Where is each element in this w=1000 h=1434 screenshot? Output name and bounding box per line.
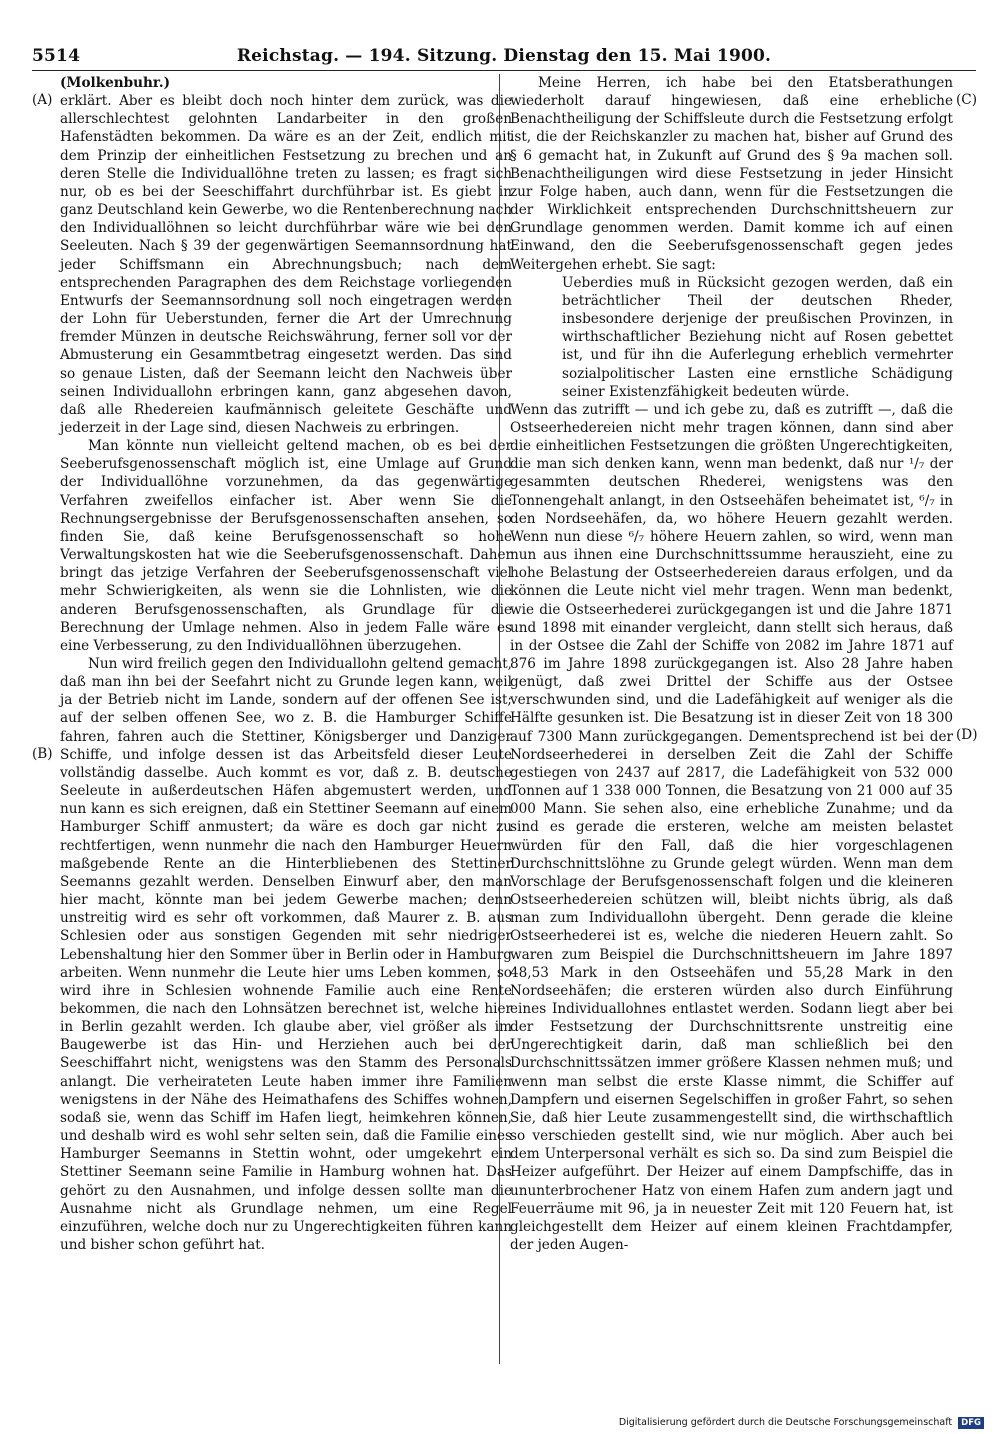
paragraph: Wenn das zutrifft — und ich gebe zu, daß es zutrifft —, daß die Ostseerhedereien nicht mehr tragen können, dann sind aber die einheitlichen Festsetzungen die größten Ungerechtigkeiten, die man sich denken kann, wenn man bedenkt, daß nur ¹/₇ der gesammten deutschen Rhederei, wenigstens was den Tonnengehalt anlangt, in den Ostseehäfen beheimatet ist, ⁶/₇ in den Nordseehäfen, da, wo höhere Heuern gezahlt werden. Wenn nun diese ⁶/₇ höhere Heuern zahlen, so wird, wenn man nun aus ihnen eine Durchschnittssumme herauszieht, eine zu hohe Belastung der Ostseerhedereien daraus erfolgen, und da können die Leute nicht viel mehr tragen. Wenn man bedenkt, wie die Ostseerhederei zurückgegangen ist und die Jahre 1871 und 1898 mit einander vergleicht, dann stellt sich heraus, daß in der Ostsee die Zahl der Schiffe von 2082 im Jahre 1871 auf 876 im Jahre 1898 zurückgegangen ist. Also 28 Jahre haben genügt, daß zwei Drittel der Schiffe aus der Ostsee verschwunden sind, und die Ladefähigkeit auf weniger als die Hälfte gesunken ist. Die Besatzung ist in dieser Zeit von 18 300 auf 7300 Mann zurückgegangen. Dementsprechend ist bei der Nordseerhederei in derselben Zeit die Zahl der Schiffe gestiegen von 2437 auf 2817, die Ladefähigkeit von 532 000 Tonnen auf 1 338 000 Tonnen, die Besatzung von 21 000 auf 35 000 Mann. Sie sehen also, eine erhebliche Zunahme; und da sind es gerade die ersteren, welche am meisten belastet würden für den Fall, daß die hier vorgeschlagenen Durchschnittslöhne zu Grunde gelegt würden. Wenn man dem Vorschlage der Berufsgenossenschaft folgen und die kleineren Ostseerhedereien schützen will, bleibt nichts übrig, als daß man zum Individuallohn übergeht. Denn gerade die kleine Ostseerhederei ist es, welche die niederen Heuern zahlt. So waren zum Beispiel die Durchschnittsheuern im Jahre 1897 48,53 Mark in den Ostseehäfen und 55,28 Mark in den Nordseehäfen; die ersteren würden also durch Einführung eines Individuallohnes entlastet werden. Sodann liegt aber bei der Festsetzung der Durchschnittsrente unstreitig eine Ungerechtigkeit darin, daß man schließlich bei den Durchschnittssätzen immer größere Klassen nehmen muß; und wenn man selbst die erste Klasse nimmt, die Schiffer auf Dampfern und eisernen Segelschiffen in großer Fahrt, so sehen Sie, daß hier Leute zusammengestellt sind, die wirthschaftlich so verschieden gestellt sind, wie nur möglich. Aber auch bei dem Unterpersonal verhält es sich so. Da sind zum Beispiel die Heizer aufgeführt. Der Heizer auf einem Dampfschiffe, das in ununterbrochener Hatz von einem Hafen zum andern jagt und Feuerräume mit 96, ja in neuester Zeit mit 120 Feuern hat, ist gleichgestellt dem Heizer auf einem kleinen Frachtdampfer, der jeden Augen- bbox=[510, 401, 953, 1253]
paragraph: Man könnte nun vielleicht geltend machen, ob es bei der Seeberufsgenossenschaft möglich ist, eine Umlage auf Grund der Individuallöhne vorzunehmen, da das gegenwärtige Verfahren zweifellos einfacher ist. Aber wenn Sie die Rechnungsergebnisse der Berufsgenossenschaften ansehen, so finden Sie, daß keine Berufsgenossenschaft so hohe Verwaltungskosten hat wie die Seeberufsgenossenschaft. Daher bringt das jetzige Verfahren der Seeberufsgenossenschaft viel mehr Schwierigkeiten, als wenn sie die Lohnlisten, wie die anderen Berufsgenossenschaften, als Grundlage für die Berechnung der Umlage nehmen. Also in jedem Falle wäre es eine Verbesserung, zu den Individuallöhnen überzugehen. bbox=[60, 438, 512, 654]
paragraph: Meine Herren, ich habe bei den Etatsberathungen wiederholt darauf hingewiesen, daß eine erhebliche Benachtheiligung der Schiffsleute durch die Festsetzung erfolgt ist, die der Reichskanzler zu machen hat, bisher auf Grund des § 6 gemacht hat, in Zukunft auf Grund des § 9a machen soll. Benachtheiligungen wird diese Festsetzung in jeder Hinsicht zur Folge haben, auch dann, wenn für die Festsetzungen die der Wirklichkeit entsprechenden Durchschnittsheuern zur Grundlage genommen werden. Damit komme ich auf einen Einwand, den die Seeberufsgenossenschaft gegen jedes Weitergehen erhebt. Sie sagt: bbox=[510, 75, 953, 273]
digitization-credit bbox=[619, 1417, 984, 1429]
margin-mark-a: (A) bbox=[32, 92, 53, 108]
margin-mark-c: (C) bbox=[956, 92, 978, 108]
credit-text: Digitalisierung gefördert durch die Deutsche Forschungsgemeinschaft bbox=[618, 1417, 953, 1428]
margin-mark-b: (B) bbox=[32, 746, 53, 762]
page-header bbox=[32, 46, 976, 70]
margin-mark-d: (D) bbox=[956, 727, 978, 743]
block-quote: Ueberdies muß in Rücksicht gezogen werden, daß ein beträchtlicher Theil der deutschen Rheder, insbesondere derjenige der preußischen Provinzen, in wirthschaftlicher Beziehung nicht auf Rosen gebettet ist, und für ihn die Auferlegung erheblich vermehrter sozialpolitischer Lasten eine ernstliche Schädigung seiner Existenzfähigkeit bedeuten würde. bbox=[562, 274, 953, 400]
paragraph: Nun wird freilich gegen den Individuallohn geltend gemacht, daß man ihn bei der Seefahrt nicht zu Grunde legen kann, weil ja der Betrieb nicht im Lande, sondern auf der offenen See ist; auf der selben offenen See, wo z. B. die Hamburger Schiffe fahren, fahren auch die Stettiner, Königsberger und Danziger Schiffe, und infolge dessen ist das Arbeitsfeld dieser Leute vollständig dasselbe. Auch kommt es vor, daß z. B. deutsche Seeleute in außerdeutschen Häfen abgemustert werden, und nun kann es sich ereignen, daß ein Stettiner Seemann auf einem Hamburger Schiff anmustert; da wäre es doch gar nicht zu rechtfertigen, wenn nunmehr die nach den Hamburger Heuern maßgebende Rente an die Hinterbliebenen des Stettiner Seemanns gezahlt werden. Denselben Einwurf aber, den man hier macht, könnte man bei jedem Gewerbe machen; denn unstreitig wird es sehr oft vorkommen, daß Maurer z. B. aus Schlesien oder aus sonstigen Gegenden mit sehr niedriger Lebenshaltung hier den Sommer über in Berlin oder in Hamburg arbeiten. Wenn nunmehr die Leute hier ums Leben kommen, so wird ihre in Schlesien wohnende Familie auch eine Rente bekommen, die nach den Lohnsätzen berechnet ist, welche hier in Berlin gezahlt werden. Ich glaube aber, viel größer als im Baugewerbe ist das Hin- und Herziehen auch bei der Seeschiffahrt nicht, wenigstens was den Stamm des Personals anlangt. Die verheirateten Leute haben immer ihre Familien wenigstens in der Nähe des Heimathafens des Schiffes wohnen, sodaß sie, wenn das Schiff im Hafen liegt, heimkehren können, und deshalb wird es wohl sehr selten sein, daß die Familie eines Hamburger Seemanns in Stettin wohnt, oder umgekehrt ein Stettiner Seemann seine Familie in Hamburg wohnen hat. Das gehört zu den Ausnahmen, und infolge dessen sollte man die Ausnahme nicht als Grundlage nehmen, um eine Regel einzuführen, welche doch nur zu Ungerechtigkeiten führen kann und bisher schon geführt hat. bbox=[60, 656, 512, 1253]
dfg-logo: DFG bbox=[958, 1417, 984, 1429]
speaker-name: (Molkenbuhr.) bbox=[60, 75, 171, 91]
running-title: Reichstag. — 194. Sitzung. Dienstag den 15. Mai 1900. bbox=[236, 46, 772, 66]
right-column bbox=[510, 74, 953, 1254]
page-number: 5514 bbox=[32, 46, 81, 66]
left-column bbox=[60, 74, 512, 1254]
header-rule bbox=[32, 70, 976, 71]
paragraph: erklärt. Aber es bleibt doch noch hinter dem zurück, was die allerschlechtest gelohnten Landarbeiter in den großen Hafenstädten bekommen. Da wäre es an der Zeit, endlich mit dem Prinzip der einheitlichen Festsetzung zu brechen und an deren Stelle die Individuallöhne treten zu lassen; es fragt sich nur, ob es bei der Seeschiffahrt durchführbar ist. Es giebt in ganz Deutschland kein Gewerbe, wo die Rentenberechnung nach den Individuallöhnen so leicht durchführbar wäre wie bei den Seeleuten. Nach § 39 der gegenwärtigen Seemannsordnung hat jeder Schiffsmann ein Abrechnungsbuch; nach dem entsprechenden Paragraphen des dem Reichstage vorliegenden Entwurfs der Seemannsordnung soll noch eingetragen werden der Lohn für Ueberstunden, ferner die Art der Umrechnung fremder Münzen in deutsche Reichswährung, ferner soll vor der Abmusterung ein Gesammtbetrag eingesetzt werden. Das sind so genaue Listen, daß der Seemann leicht den Nachweis über seinen Individuallohn erbringen kann, ganz abgesehen davon, daß alle Rhedereien kaufmännisch geleitete Geschäfte und jederzeit in der Lage sind, diesen Nachweis zu erbringen. bbox=[60, 93, 512, 436]
